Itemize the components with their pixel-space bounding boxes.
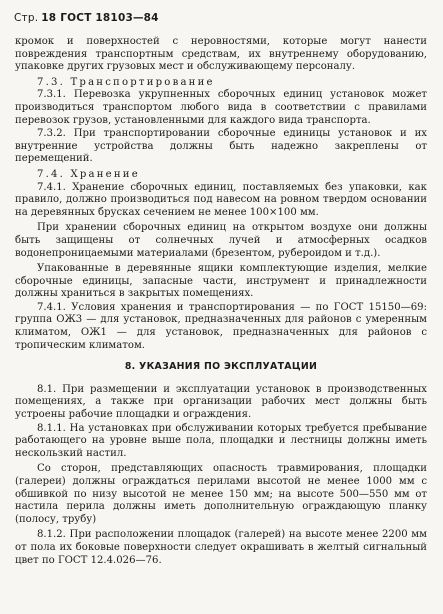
paragraph-7-4-1: 7.4.1. Хранение сборочных единиц, поставляемых без упаковки, как правило, должно производиться под навесом на ровном твердом основании на деревянных брусках сечением не менее 100×100 мм. [15,181,427,218]
paragraph-8-1: 8.1. При размещении и эксплуатации установок в производственных помещениях, а также при организации рабочих мест должны быть устроены рабочие площадки и ограждения. [15,383,427,421]
standard-code: ГОСТ 18103—84 [60,12,159,24]
document-body [15,36,427,567]
paragraph-7-4-1-packed: Упакованные в деревянные ящики комплектующие изделия, мелкие сборочные единицы, запасные части, инструмент и принадлежности должны храниться в закрытых помещениях. [15,263,427,300]
subsection-heading-7-3: 7.3. Транспортирование [37,76,215,88]
paragraph-7-3-2: 7.3.2. При транспортировании сборочные единицы установок и их внутренние устройства должны быть надежно закреплены от перемещений. [15,128,427,165]
paragraph-7-3-1: 7.3.1. Перевозка укрупненных сборочных единиц установок может производиться транспортом любого вида в соответствии с правилами перевозок грузов, установленными для каждого вида транспорта. [15,89,427,126]
paragraph-7-4-1-open-air: При хранении сборочных единиц на открытом воздухе они должны быть защищены от солнечных лучей и атмосферных осадков водонепроницаемыми материалами (брезентом, рубероидом и т.д.). [15,222,427,259]
page-label: Стр. [14,12,39,24]
paragraph-8-1-2: 8.1.2. При расположении площадок (галерей) на высоте менее 2200 мм от пола их боковые поверхности следует окрашивать в желтый сигнальный цвет по ГОСТ 12.4.026—76. [15,529,427,566]
paragraph-7-4-1-conditions: 7.4.1. Условия хранения и транспортирования — по ГОСТ 15150—69: группа ОЖ3 — для установок, предназначенных для районов с умеренным климатом, ОЖ1 — для установок, предназначенных для районов с тропическим климатом. [15,301,427,351]
paragraph-8-1-1-railings: Со сторон, представляющих опасность травмирования, площадки (галереи) должны ограждаться перилами высотой не менее 1000 мм с обшивкой по низу высотой не менее 150 мм; на высоте 500—550 мм от настила перила должны иметь дополнительную ограждающую планку (полосу, трубу) [15,463,427,525]
subsection-heading-7-4: 7.4. Хранение [37,168,140,180]
section-heading-8: 8. УКАЗАНИЯ ПО ЭКСПЛУАТАЦИИ [124,361,318,373]
page-number: 18 [41,12,57,24]
page-header [14,12,159,24]
paragraph-continuation: кромок и поверхностей с неровностями, которые могут нанести повреждения транспортным средствам, их внутреннему оборудованию, упаковке других грузовых мест и обслуживающему персоналу. [15,36,427,73]
paragraph-8-1-1: 8.1.1. На установках при обслуживании которых требуется пребывание работающего на уровне выше пола, площадки и лестницы должны иметь нескользкий настил. [15,422,427,459]
